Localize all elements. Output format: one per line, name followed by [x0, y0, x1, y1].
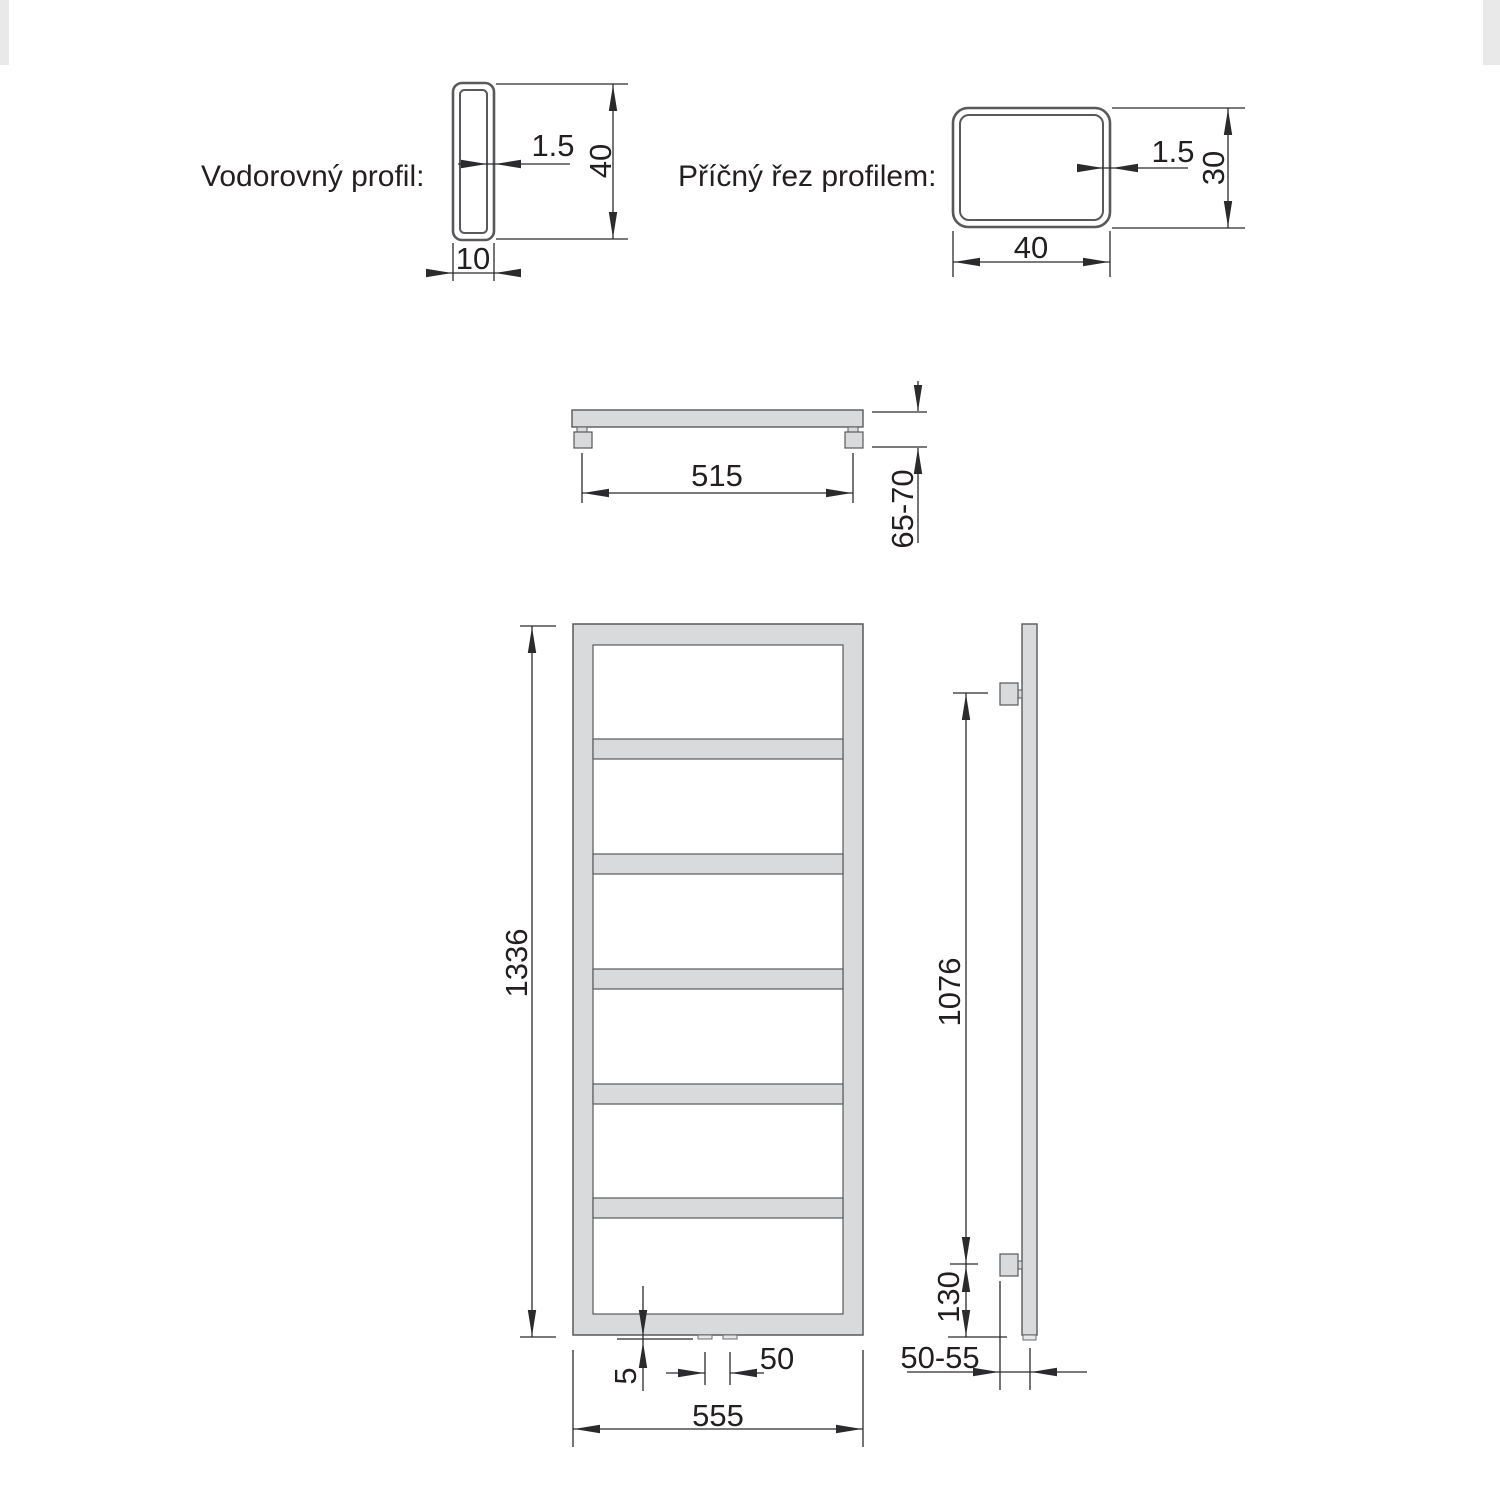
arrowhead-down-icon	[914, 385, 922, 411]
arrowhead-down-icon	[609, 212, 617, 238]
tv-dim-mount-spacing	[582, 453, 853, 503]
fv-pipe-spacing-value: 50	[759, 1341, 795, 1376]
arrowhead-right-icon	[826, 489, 852, 497]
hp-width-value: 10	[455, 241, 491, 276]
tv-radiator-body	[572, 410, 863, 427]
arrowhead-left-icon	[495, 269, 521, 277]
tv-right-bracket	[845, 432, 863, 448]
arrowhead-up-icon	[1224, 109, 1232, 135]
sv-dim-bracket-spacing	[932, 693, 988, 1264]
arrowhead-left-icon	[583, 489, 609, 497]
fv-dim-pipe-spacing	[666, 1341, 794, 1385]
sv-wall-distance-value: 50-55	[900, 1340, 980, 1375]
fv-pipe-stub-right	[723, 1335, 737, 1339]
fv-rung-5	[593, 1198, 843, 1218]
arrowhead-down-icon	[528, 1310, 536, 1336]
tv-left-bracket-neck	[577, 427, 587, 432]
fv-stub-value: 5	[608, 1367, 643, 1385]
arrowhead-up-icon	[639, 1342, 647, 1368]
arrowhead-right-icon	[678, 1369, 704, 1377]
fv-rung-3	[593, 969, 843, 989]
fv-rung-1	[593, 739, 843, 759]
sv-foot	[1023, 1335, 1036, 1340]
arrowhead-down-icon	[1224, 201, 1232, 227]
arrowhead-right-icon	[1077, 164, 1103, 172]
side-view	[900, 624, 1087, 1390]
arrowhead-left-icon	[1112, 164, 1138, 172]
fv-dim-height	[499, 626, 556, 1337]
tv-dim-depth	[872, 381, 927, 549]
hp-wall-value: 1.5	[531, 128, 575, 163]
front-view	[499, 624, 863, 1447]
arrowhead-up-icon	[962, 694, 970, 720]
arrowhead-up-icon	[528, 627, 536, 653]
arrowhead-up-icon	[609, 85, 617, 111]
cross-section-profile-section	[678, 108, 1245, 277]
fv-width-value: 555	[692, 1398, 744, 1433]
arrowhead-left-icon	[1031, 1368, 1057, 1376]
cs-dim-wall	[1077, 134, 1195, 172]
cs-height-value: 30	[1196, 150, 1231, 186]
fv-height-value: 1336	[499, 928, 534, 998]
horizontal-profile-section	[201, 83, 628, 281]
sv-bottom-offset-value: 130	[931, 1271, 966, 1323]
sv-dim-bottom-offset	[931, 1264, 1007, 1337]
arrowhead-right-icon	[1083, 258, 1109, 266]
horizontal-profile-heading: Vodorovný profil:	[201, 160, 425, 193]
sv-dim-wall-distance	[900, 1281, 1087, 1390]
tv-depth-value: 65-70	[885, 469, 920, 549]
hp-height-value: 40	[583, 143, 618, 179]
arrowhead-left-icon	[495, 160, 521, 168]
sv-bottom-bracket	[1000, 1254, 1018, 1276]
tv-left-bracket	[574, 432, 592, 448]
page-edge-strip-right	[1483, 0, 1500, 65]
page-edge-strip-left	[0, 0, 9, 65]
arrowhead-right-icon	[461, 160, 487, 168]
hp-dim-wall	[458, 128, 575, 168]
tv-right-bracket-neck	[848, 427, 858, 432]
fv-rung-4	[593, 1084, 843, 1104]
arrowhead-right-icon	[426, 269, 452, 277]
arrowhead-left-icon	[731, 1369, 757, 1377]
top-view	[572, 381, 927, 549]
tv-mount-spacing-value: 515	[691, 458, 743, 493]
arrowhead-left-icon	[574, 1425, 600, 1433]
cross-section-heading: Příčný řez profilem:	[678, 160, 937, 193]
hp-dim-width	[426, 241, 521, 281]
arrowhead-right-icon	[836, 1425, 862, 1433]
fv-pipe-stub-left	[698, 1335, 712, 1339]
fv-dim-width	[573, 1350, 863, 1447]
arrowhead-down-icon	[962, 1237, 970, 1263]
cs-wall-value: 1.5	[1151, 134, 1195, 169]
cs-width-value: 40	[1013, 230, 1049, 265]
fv-rung-2	[593, 854, 843, 874]
arrowhead-left-icon	[954, 258, 980, 266]
cs-dim-width	[953, 230, 1110, 277]
sv-top-bracket	[1000, 683, 1018, 705]
sv-radiator-body	[1022, 624, 1037, 1335]
sv-bracket-spacing-value: 1076	[932, 957, 967, 1027]
